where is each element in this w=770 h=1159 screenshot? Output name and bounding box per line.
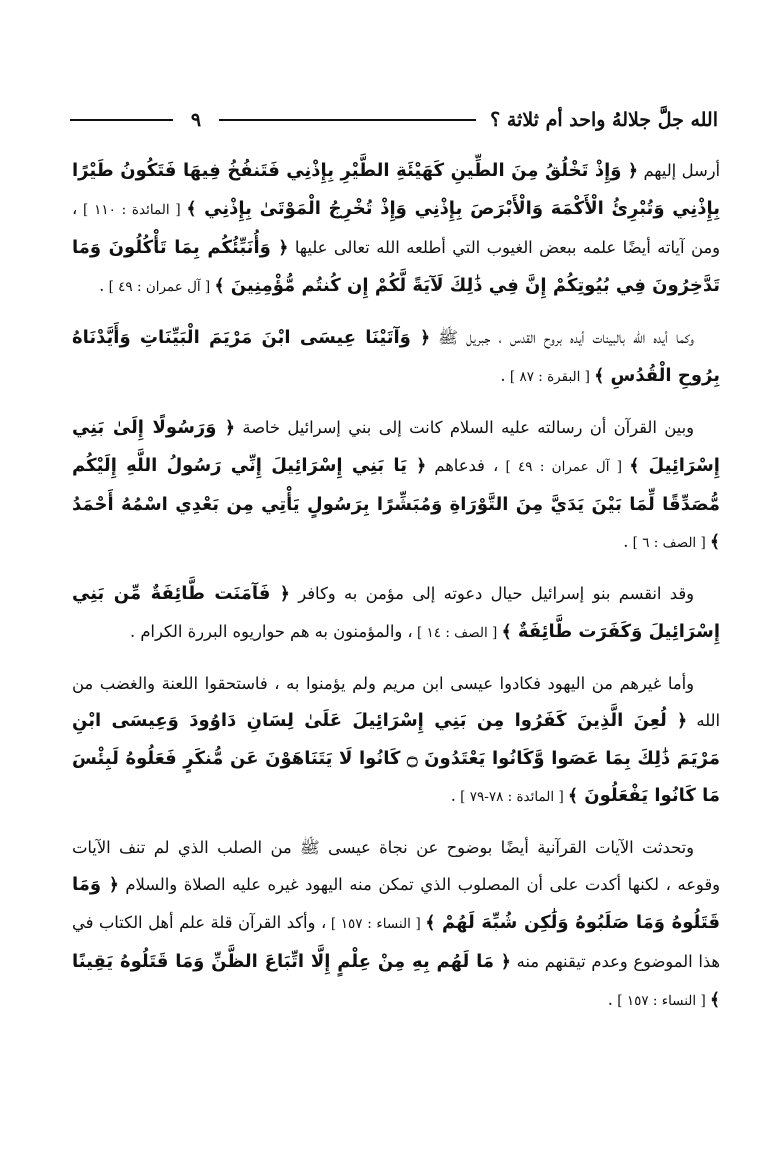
ornate-bracket: ﴿ [108,875,119,895]
quran-verse: فَآمَنَت طَّائِفَةٌ مِّن بَنِي إِسْرَائِيلَ وَكَفَرَت طَّائِفَةٌ [72,583,720,642]
header-rule-left [70,119,173,121]
quran-verse: وَآتَيْنَا عِيسَى ابْنَ مَرْيَمَ الْبَيِّنَاتِ وَأَيَّدْنَاهُ بِرُوحِ الْقُدُسِ [72,327,720,386]
body-text: . [99,276,105,295]
quran-verse: وَرَسُولًا إِلَىٰ بَنِي إِسْرَائِيلَ [72,417,720,476]
header-title: الله جلَّ جلالهُ واحد أم ثلاثة ؟ [490,109,718,131]
verse-reference: [ المائدة : ٧٨-٧٩ ] [455,789,569,805]
quran-verse: يَا بَنِي إِسْرَائِيلَ إِنِّي رَسُولُ اللَّهِ إِلَيْكُم مُّصَدِّقًا لِّمَا بَيْنَ يَدَيَّ مِنَ التَّوْرَاةِ وَمُبَشِّرًا بِرَسُولٍ يَأْتِي مِن بَعْدِي اسْمُهُ أَحْمَدُ [72,455,720,515]
verse-reference: [ الصف : ١٤ ] [412,625,502,641]
ornate-bracket: ﴿ [500,952,511,972]
verse-reference: [ آل عمران : ٤٩ ] [104,279,215,295]
paragraph [72,319,720,396]
verse-reference: [ النساء : ١٥٧ ] [612,993,711,1009]
running-header [70,100,718,140]
verse-reference: [ البقرة : ٨٧ ] [505,369,595,385]
ornate-bracket: ﴾ [425,913,436,933]
ornate-bracket: ﴿ [279,584,290,604]
body-text: وبين القرآن أن رسالته عليه السلام كانت إلى بني إسرائيل خاصة [234,418,694,437]
ornate-bracket: ﴾ [629,456,640,476]
page-body [72,152,720,1033]
ornate-bracket: ﴾ [568,786,578,806]
paragraph [72,665,720,816]
body-text: . [623,532,629,551]
quran-verse: وَإِذْ تَخْلُقُ مِنَ الطِّينِ كَهَيْئَةِ الطَّيْرِ بِإِذْنِي فَتَنفُخُ فِيهَا فَتَكُونُ طَيْرًا بِإِذْنِي وَتُبْرِئُ الْأَكْمَهَ وَالْأَبْرَصَ بِإِذْنِي وَإِذْ تُخْرِجُ الْمَوْتَىٰ بِإِذْنِي [72,160,720,219]
quran-verse: لُعِنَ الَّذِينَ كَفَرُوا مِن بَنِي إِسْرَائِيلَ عَلَىٰ لِسَانِ دَاوُودَ وَعِيسَى ابْنِ مَرْيَمَ ذَٰلِكَ بِمَا عَصَوا وَّكَانُوا يَعْتَدُونَ ۝ كَانُوا لَا يَتَنَاهَوْنَ عَن مُّنكَرٍ فَعَلُوهُ لَبِئْسَ مَا كَانُوا يَفْعَلُونَ [72,710,720,806]
body-text: وكما أيده الله بالبينات أيده بروح القدس ، جبريل ﷺ [430,328,694,347]
ornate-bracket: ﴾ [710,532,720,552]
ornate-bracket: ﴿ [416,456,427,476]
ornate-bracket: ﴾ [501,622,512,642]
quran-verse: مَا لَهُم بِهِ مِنْ عِلْمٍ إِلَّا اتِّبَاعَ الظَّنِّ وَمَا قَتَلُوهُ يَقِينًا [72,951,501,972]
body-text: ، ومن آياته أيضًا علمه ببعض الغيوب التي أطلعه الله تعالى عليها [72,199,721,257]
ornate-bracket: ﴾ [594,366,605,386]
ornate-bracket: ﴾ [214,276,225,296]
verse-reference: [ المائدة : ١١٠ ] [77,202,187,218]
paragraph [72,575,720,652]
quran-verse: وَأُنَبِّئُكُم بِمَا تَأْكُلُونَ وَمَا تَدَّخِرُونَ فِي بُيُوتِكُمْ إِنَّ فِي ذَٰلِكَ لَآيَةً لَّكُمْ إِن كُنتُم مُّؤْمِنِينَ [72,237,720,296]
body-text: أرسل إليهم [638,161,720,180]
body-text: . [500,366,506,385]
ornate-bracket: ﴿ [224,418,235,438]
page-number: ٩ [190,109,202,131]
body-text: ، وأكد القرآن قلة علم أهل الكتاب في هذا الموضوع وعدم تيقنهم منه [72,913,720,971]
body-text: ، فدعاهم [426,456,499,475]
header-rule-right [219,119,476,121]
ornate-bracket: ﴿ [677,711,688,731]
verse-reference: [ الصف : ٦ ] [628,535,711,551]
paragraph [72,409,720,562]
verse-reference: [ النساء : ١٥٧ ] [326,916,426,932]
body-text: وقد انقسم بنو إسرائيل حيال دعوته إلى مؤمن به وكافر [289,584,694,603]
body-text: وتحدثت الآيات القرآنية أيضًا بوضوح عن نجاة عيسى ﷺ من الصلب الذي لم تنف الآيات وقوعه ، لكنها أكدت على أن المصلوب الذي تمكن منه اليهود غيره عليه الصلاة والسلام [72,838,720,894]
paragraph [72,829,720,1020]
verse-reference: [ آل عمران : ٤٩ ] [498,459,630,475]
body-text: . [450,786,456,805]
ornate-bracket: ﴾ [710,990,720,1010]
paragraph [72,152,720,306]
quran-verse: وَمَا قَتَلُوهُ وَمَا صَلَبُوهُ وَلَٰكِن شُبِّهَ لَهُمْ [72,874,720,933]
ornate-bracket: ﴿ [628,161,638,181]
body-text: . [607,990,613,1009]
body-text: ، والمؤمنون به هم حواريوه البررة الكرام . [129,622,413,641]
body-text: وأما غيرهم من اليهود فكادوا عيسى ابن مريم ولم يؤمنوا به ، فاستحقوا اللعنة والغضب من الله [72,674,720,730]
ornate-bracket: ﴿ [420,328,431,348]
ornate-bracket: ﴾ [186,199,197,219]
ornate-bracket: ﴿ [278,238,289,258]
